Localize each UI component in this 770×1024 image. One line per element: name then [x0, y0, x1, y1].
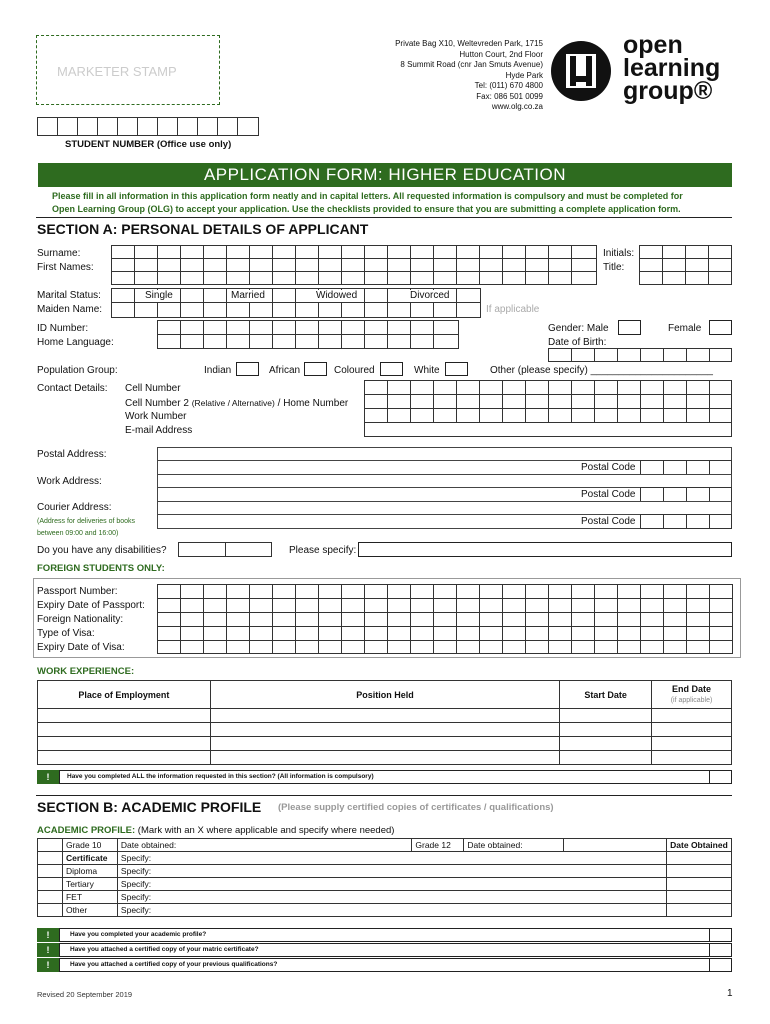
dob-label: Date of Birth: — [548, 337, 607, 348]
courier-note-1: (Address for deliveries of books — [37, 518, 136, 525]
marketer-stamp-label: MARKETER STAMP — [57, 64, 177, 79]
academic-profile-table — [37, 838, 732, 917]
passport-number-label: Passport Number: — [37, 586, 118, 597]
diploma-specify[interactable]: Specify: — [117, 865, 666, 878]
diploma-check[interactable] — [38, 865, 63, 878]
population-indian-box[interactable] — [236, 362, 259, 376]
foreign-nationality-label: Foreign Nationality: — [37, 614, 124, 625]
foreign-boxes[interactable] — [157, 584, 733, 654]
tertiary-check[interactable] — [38, 878, 63, 891]
address-line-4: Hyde Park — [505, 70, 543, 80]
row-fet: FET — [62, 891, 117, 904]
contact-details-label: Contact Details: — [37, 383, 108, 394]
first-names-label: First Names: — [37, 262, 94, 273]
population-group-label: Population Group: — [37, 365, 118, 376]
disabilities-yes-no[interactable] — [178, 542, 272, 557]
intro-line-2: Open Learning Group (OLG) to accept your application. Use the checklists provided to ensure that you are submitting a complete application form. — [52, 204, 681, 214]
id-number-label: ID Number: — [37, 323, 89, 334]
tertiary-specify[interactable]: Specify: — [117, 878, 666, 891]
academic-profile-note: (Mark with an X where applicable and specify where needed) — [135, 825, 395, 836]
grade12-label: Grade 12 — [412, 839, 464, 852]
form-title: APPLICATION FORM: HIGHER EDUCATION — [38, 163, 732, 187]
work-number-label: Work Number — [125, 411, 187, 422]
cell2-label — [125, 397, 348, 410]
work-experience-label: WORK EXPERIENCE: — [37, 666, 135, 677]
postal-code-label-3: Postal Code — [581, 516, 636, 527]
certificate-check[interactable] — [38, 852, 63, 865]
work-header-end-cell — [652, 681, 732, 709]
logo-line-2: learning — [623, 54, 721, 82]
visa-expiry-label: Expiry Date of Visa: — [37, 642, 125, 653]
population-white-box[interactable] — [445, 362, 468, 376]
postal-code-boxes-1[interactable] — [640, 460, 732, 475]
disabilities-label: Do you have any disabilities? — [37, 545, 167, 556]
if-applicable-note: If applicable — [486, 304, 540, 315]
id-language-boxes[interactable] — [157, 320, 459, 349]
section-b-check-2-text: Have you attached a certified copy of your matric certificate? — [70, 946, 259, 953]
fet-specify[interactable]: Specify: — [117, 891, 666, 904]
postal-code-boxes-2[interactable] — [640, 487, 732, 502]
disabilities-specify-field[interactable] — [358, 542, 732, 557]
intro-line-1 — [52, 190, 683, 202]
section-b-checkbox-2[interactable] — [709, 943, 732, 957]
cell2-b: / Home Number — [274, 398, 349, 409]
work-header-position: Position Held — [210, 681, 559, 709]
passport-expiry-label: Expiry Date of Passport: — [37, 600, 145, 611]
section-b-heading: SECTION B: ACADEMIC PROFILE — [37, 799, 262, 815]
section-b-checkbox-1[interactable] — [709, 928, 732, 942]
contact-boxes[interactable] — [364, 380, 732, 437]
maiden-name-label: Maiden Name: — [37, 304, 103, 315]
section-b-note: (Please supply certified copies of certificates / qualifications) — [278, 802, 554, 813]
olg-address — [395, 39, 543, 113]
grade10-label: Grade 10 — [62, 839, 117, 852]
name-boxes[interactable] — [111, 245, 597, 285]
work-header-start: Start Date — [560, 681, 652, 709]
grade10-date-label: Date obtained: — [117, 839, 411, 852]
logo-line-1: open — [623, 31, 683, 59]
surname-label: Surname: — [37, 248, 81, 259]
postal-code-boxes-3[interactable] — [640, 514, 732, 529]
please-specify-label: Please specify: — [289, 545, 357, 556]
population-coloured: Coloured — [334, 365, 375, 376]
dob-boxes[interactable] — [548, 348, 732, 362]
address-line-2: Hutton Court, 2nd Floor — [459, 49, 543, 59]
address-tel: Tel: (011) 670 4800 — [474, 81, 543, 90]
olg-logo-text — [623, 31, 721, 105]
address-web: www.olg.co.za — [491, 102, 543, 111]
grade12-date-label: Date obtained: — [464, 839, 564, 852]
fet-check[interactable] — [38, 891, 63, 904]
address-line-3: 8 Summit Road (cnr Jan Smuts Avenue) — [400, 60, 543, 69]
work-end-note: (if applicable) — [670, 696, 713, 704]
postal-code-label-2: Postal Code — [581, 489, 636, 500]
courier-address-label: Courier Address: — [37, 502, 112, 513]
section-b-check-3-text: Have you attached a certified copy of your previous qualifications? — [70, 961, 278, 968]
section-b-check-2 — [59, 943, 732, 957]
marital-divorced: Divorced — [410, 290, 450, 301]
marital-widowed: Widowed — [316, 290, 358, 301]
grade10-check[interactable] — [38, 839, 63, 852]
student-number-boxes[interactable] — [37, 117, 259, 136]
population-african: African — [269, 365, 301, 376]
cell-number-label: Cell Number — [125, 383, 181, 394]
work-address-label: Work Address: — [37, 476, 102, 487]
section-a-heading: SECTION A: PERSONAL DETAILS OF APPLICANT — [37, 221, 369, 237]
cell2-a: Cell Number 2 — [125, 398, 192, 409]
email-label: E-mail Address — [125, 425, 193, 436]
population-coloured-box[interactable] — [380, 362, 403, 376]
gender-female-box[interactable] — [709, 320, 732, 335]
row-diploma: Diploma — [62, 865, 117, 878]
initials-label: Initials: — [603, 248, 635, 259]
section-b-check-1 — [59, 928, 732, 942]
marital-single: Single — [145, 290, 173, 301]
population-african-box[interactable] — [304, 362, 327, 376]
row-tertiary: Tertiary — [62, 878, 117, 891]
revised-date: Revised 20 September 2019 — [37, 990, 133, 999]
gender-male-box[interactable] — [618, 320, 641, 335]
other-specify[interactable]: Specify: — [117, 904, 666, 917]
marketer-stamp-box — [36, 35, 220, 105]
checklist-alert-icon-2: ! — [37, 943, 59, 957]
courier-note-2: between 09:00 and 16:00) — [37, 530, 119, 537]
olg-logo-icon — [548, 38, 614, 104]
certificate-specify[interactable]: Specify: — [117, 852, 666, 865]
checklist-alert-icon: ! — [37, 770, 59, 784]
section-a-checklist — [59, 770, 732, 784]
checklist-alert-icon-1: ! — [37, 928, 59, 942]
section-a-checklist-text: Have you completed ALL the information requested in this section? (All information is compulsory) — [67, 773, 374, 780]
population-indian: Indian — [204, 365, 232, 376]
visa-type-label: Type of Visa: — [37, 628, 95, 639]
work-header-end: End Date — [672, 683, 712, 694]
initials-title-boxes[interactable] — [639, 245, 732, 285]
row-certificate: Certificate — [62, 852, 117, 865]
checklist-alert-icon-3: ! — [37, 958, 59, 972]
work-experience-table — [37, 680, 732, 765]
other-check[interactable] — [38, 904, 63, 917]
section-a-checkbox[interactable] — [709, 770, 732, 784]
cell2-small: (Relative / Alternative) — [191, 398, 275, 408]
section-b-checkbox-3[interactable] — [709, 958, 732, 972]
gender-female-label: Female — [668, 323, 702, 334]
population-other: Other (please specify) ______________________ — [490, 365, 713, 376]
intro-bold: Please fill in — [52, 191, 105, 201]
population-white: White — [414, 365, 440, 376]
title-label: Title: — [603, 262, 625, 273]
section-b-check-1-text: Have you completed your academic profile? — [70, 931, 207, 938]
home-language-label: Home Language: — [37, 337, 114, 348]
postal-code-label-1: Postal Code — [581, 462, 636, 473]
section-b-check-3 — [59, 958, 732, 972]
address-fax: Fax: 086 501 0099 — [476, 91, 543, 101]
work-header-place: Place of Employment — [38, 681, 211, 709]
page-number: 1 — [727, 988, 733, 999]
address-line-1: Private Bag X10, Weltevreden Park, 1715 — [395, 39, 543, 48]
marital-married: Married — [231, 290, 265, 301]
row-other: Other — [62, 904, 117, 917]
academic-profile-line — [37, 825, 394, 837]
academic-profile-label: ACADEMIC PROFILE: — [37, 825, 136, 836]
postal-address-label: Postal Address: — [37, 449, 107, 460]
date-obtained-header: Date Obtained — [666, 839, 731, 852]
marital-status-label: Marital Status: — [37, 290, 101, 301]
student-number-label: STUDENT NUMBER (Office use only) — [65, 139, 232, 150]
intro-rest: all information in this application form neatly and in capital letters. All requested information is compulsory and must be completed for — [104, 191, 683, 201]
gender-male-label: Gender: Male — [548, 323, 609, 334]
foreign-students-label: FOREIGN STUDENTS ONLY: — [37, 563, 165, 574]
logo-line-3: group® — [623, 77, 713, 105]
